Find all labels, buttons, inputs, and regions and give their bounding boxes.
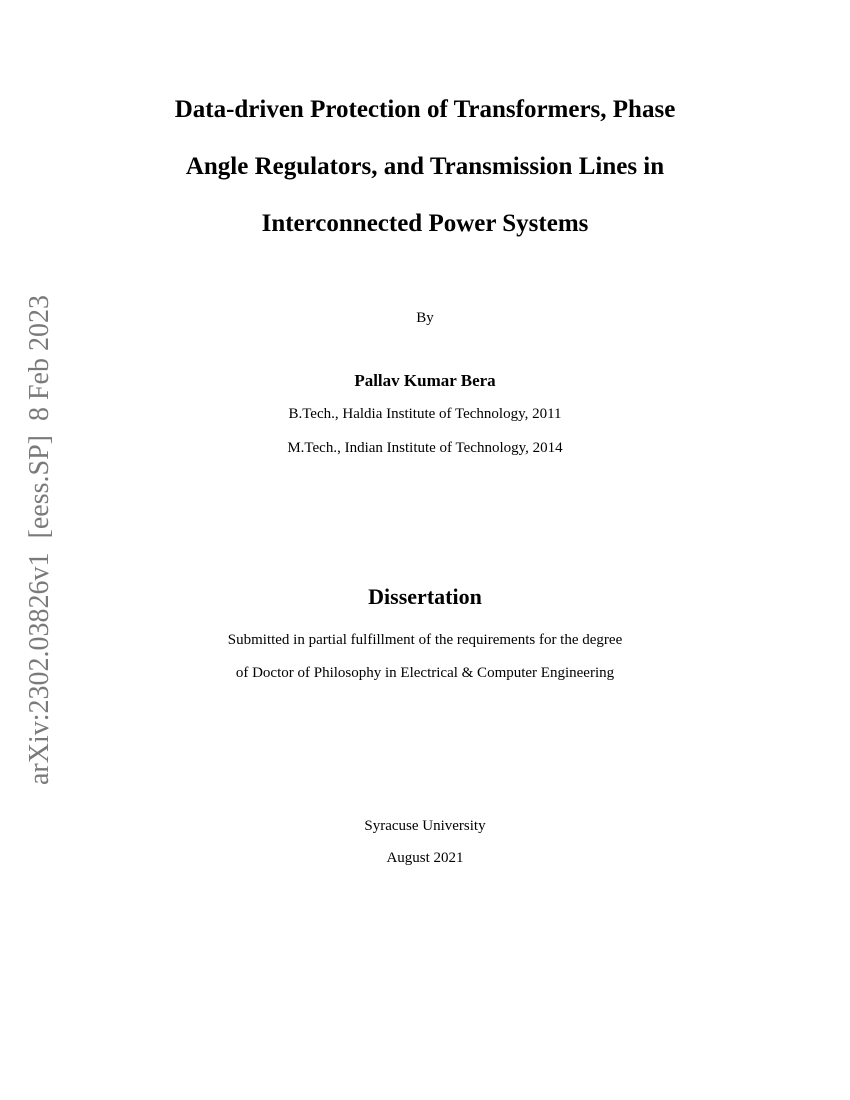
author-name: Pallav Kumar Bera (354, 371, 496, 390)
university: Syracuse University (364, 818, 486, 834)
degree-btech: B.Tech., Haldia Institute of Technology, 2011 (288, 406, 562, 422)
submission-line-2: of Doctor of Philosophy in Electrical & Computer Engineering (235, 665, 615, 681)
date: August 2021 (386, 850, 464, 866)
title-line-3: Interconnected Power Systems (261, 210, 589, 237)
by-label: By (416, 310, 434, 326)
arxiv-stamp: arXiv:2302.03826v1 [eess.SP] 8 Feb 2023 (24, 295, 55, 785)
degree-mtech: M.Tech., Indian Institute of Technology, 2014 (287, 440, 563, 456)
title-line-2: Angle Regulators, and Transmission Lines in (185, 153, 665, 180)
title-line-1: Data-driven Protection of Transformers, Phase (174, 96, 676, 123)
submission-line-1: Submitted in partial fulfillment of the requirements for the degree (227, 632, 623, 648)
document-type: Dissertation (368, 584, 482, 609)
